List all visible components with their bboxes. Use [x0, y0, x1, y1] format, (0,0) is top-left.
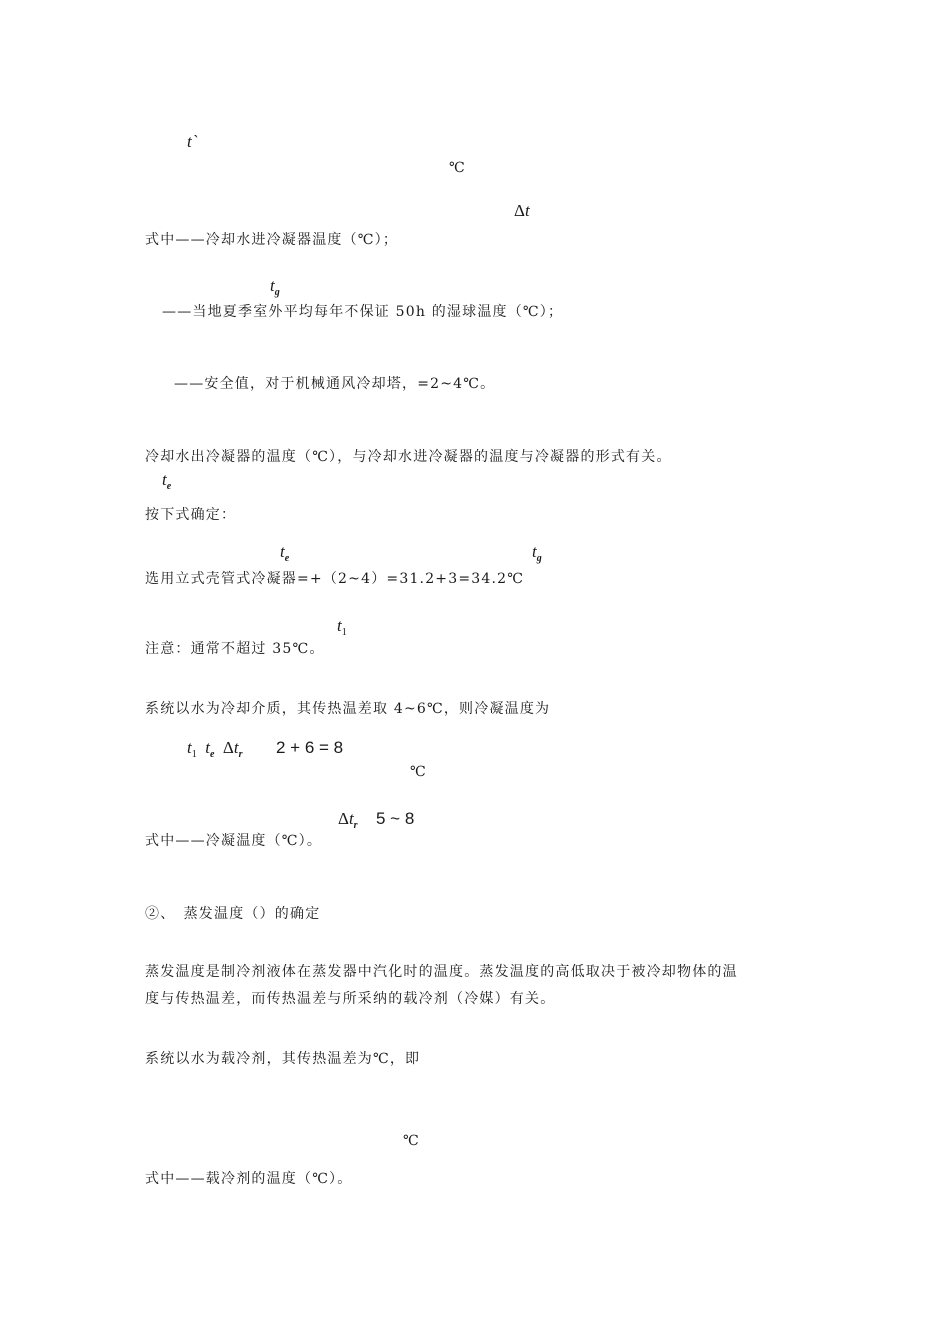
text-line: 系统以水为载冷剂，其传热温差为℃，即	[145, 1051, 421, 1067]
text-line: ——当地夏季室外平均每年不保证 50h 的湿球温度（℃）；	[162, 304, 564, 320]
text-line: 式中——载冷剂的温度（℃）。	[145, 1171, 353, 1187]
celsius-unit: ℃	[410, 764, 426, 780]
paragraph-line: 度与传热温差，而传热温差与所采纳的载冷剂（冷媒）有关。	[145, 991, 556, 1007]
math-t-prime: t`	[187, 132, 198, 151]
text-line: 冷却水出冷凝器的温度（℃），与冷却水进冷凝器的温度与冷凝器的形式有关。	[145, 449, 672, 465]
text-line: ——安全值，对于机械通风冷却塔，=2~4℃。	[174, 376, 496, 392]
equation-delta-tr: $\Delta t_r$	[338, 809, 358, 831]
paragraph-line: 蒸发温度是制冷剂液体在蒸发器中汽化时的温度。蒸发温度的高低取决于被冷却物体的温	[145, 964, 738, 980]
text-line: 式中——冷却水进冷凝器温度（℃）；	[145, 232, 399, 248]
math-t-e: $t_e$	[280, 542, 290, 564]
math-t-g: $t_g$	[270, 276, 280, 298]
math-t-e: $t_e$	[162, 470, 172, 492]
text-line: 按下式确定：	[145, 507, 237, 523]
text-line: 系统以水为冷却介质，其传热温差取 4~6℃，则冷凝温度为	[145, 701, 551, 717]
equation-condensing-temp: $t_1$ $t_e$ $\Delta t_r$	[187, 738, 243, 760]
math-t-g: $t_g$	[532, 542, 542, 564]
math-delta-t: Δt	[514, 201, 530, 220]
celsius-unit: ℃	[449, 160, 465, 176]
equation-range: 5 ~ 8	[376, 809, 415, 828]
text-line: 式中——冷凝温度（℃）。	[145, 833, 323, 849]
celsius-unit: ℃	[403, 1133, 419, 1149]
text-line: 选用立式壳管式冷凝器=+（2~4）=31.2+3=34.2℃	[145, 571, 525, 587]
text-line: 注意：通常不超过 35℃。	[145, 641, 325, 657]
section-heading: ②、 蒸发温度（）的确定	[145, 906, 321, 922]
math-t-1: $t_1$	[337, 616, 347, 638]
equation-value: 2 + 6 = 8	[276, 738, 344, 757]
